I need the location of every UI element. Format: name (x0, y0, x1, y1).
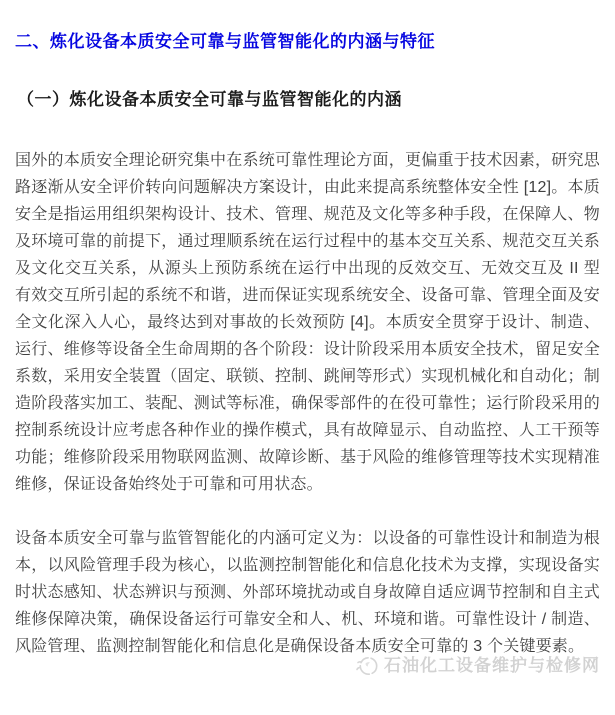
watermark-text: 石油化工设备维护与检修网 (384, 656, 600, 675)
subsection-heading: （一）炼化设备本质安全可靠与监管智能化的内涵 (17, 90, 402, 109)
section-heading: 二、炼化设备本质安全可靠与监管智能化的内涵与特征 (15, 32, 435, 51)
paragraph: 设备本质安全可靠与监管智能化的内涵可定义为：以设备的可靠性设计和制造为根本，以风险管理手段为核心，以监测控制智能化和信息化技术为支撑，实现设备实时状态感知、状态辨识与预测、外部环境扰动或自身故障自适应调节控制和自主式维修保障决策，确保设备运行可靠安全和人、机、环境和谐。可靠性设计 / 制造、风险管理、监测控制智能化和信息化是确保设备本质安全可靠的 3 个关键要素。 (15, 530, 600, 655)
article-page (0, 31, 615, 715)
watermark-logo-icon (355, 654, 379, 678)
paragraph: 国外的本质安全理论研究集中在系统可靠性理论方面，更偏重于技术因素，研究思路逐渐从安全评价转向问题解决方案设计，由此来提高系统整体安全性 [12]。本质安全是指运用组织架构设计、技术、管理、规范及文化等多种手段，在保障人、物及环境可靠的前提下，通过理顺系统在运行过程中的基本交互关系、规范交互关系及文化交互关系，从源头上预防系统在运行中出现的反效交互、无效交互及 II 型有效交互所引起的系统不和谐，进而保证实现系统安全、设备可靠、管理全面及安全文化深入人心，最终达到对事故的长效预防 [4]。本质安全贯穿于设计、制造、运行、维修等设备全生命周期的各个阶段：设计阶段采用本质安全技术，留足安全系数，采用安全装置（固定、联锁、控制、跳闸等形式）实现机械化和自动化；制造阶段落实加工、装配、测试等标准，确保零部件的在役可靠性；运行阶段采用的控制系统设计应考虑各种作业的操作模式，具有故障显示、自动监控、人工干预等功能；维修阶段采用物联网监测、故障诊断、基于风险的维修管理等技术实现精准维修，保证设备始终处于可靠和可用状态。 (15, 152, 600, 493)
